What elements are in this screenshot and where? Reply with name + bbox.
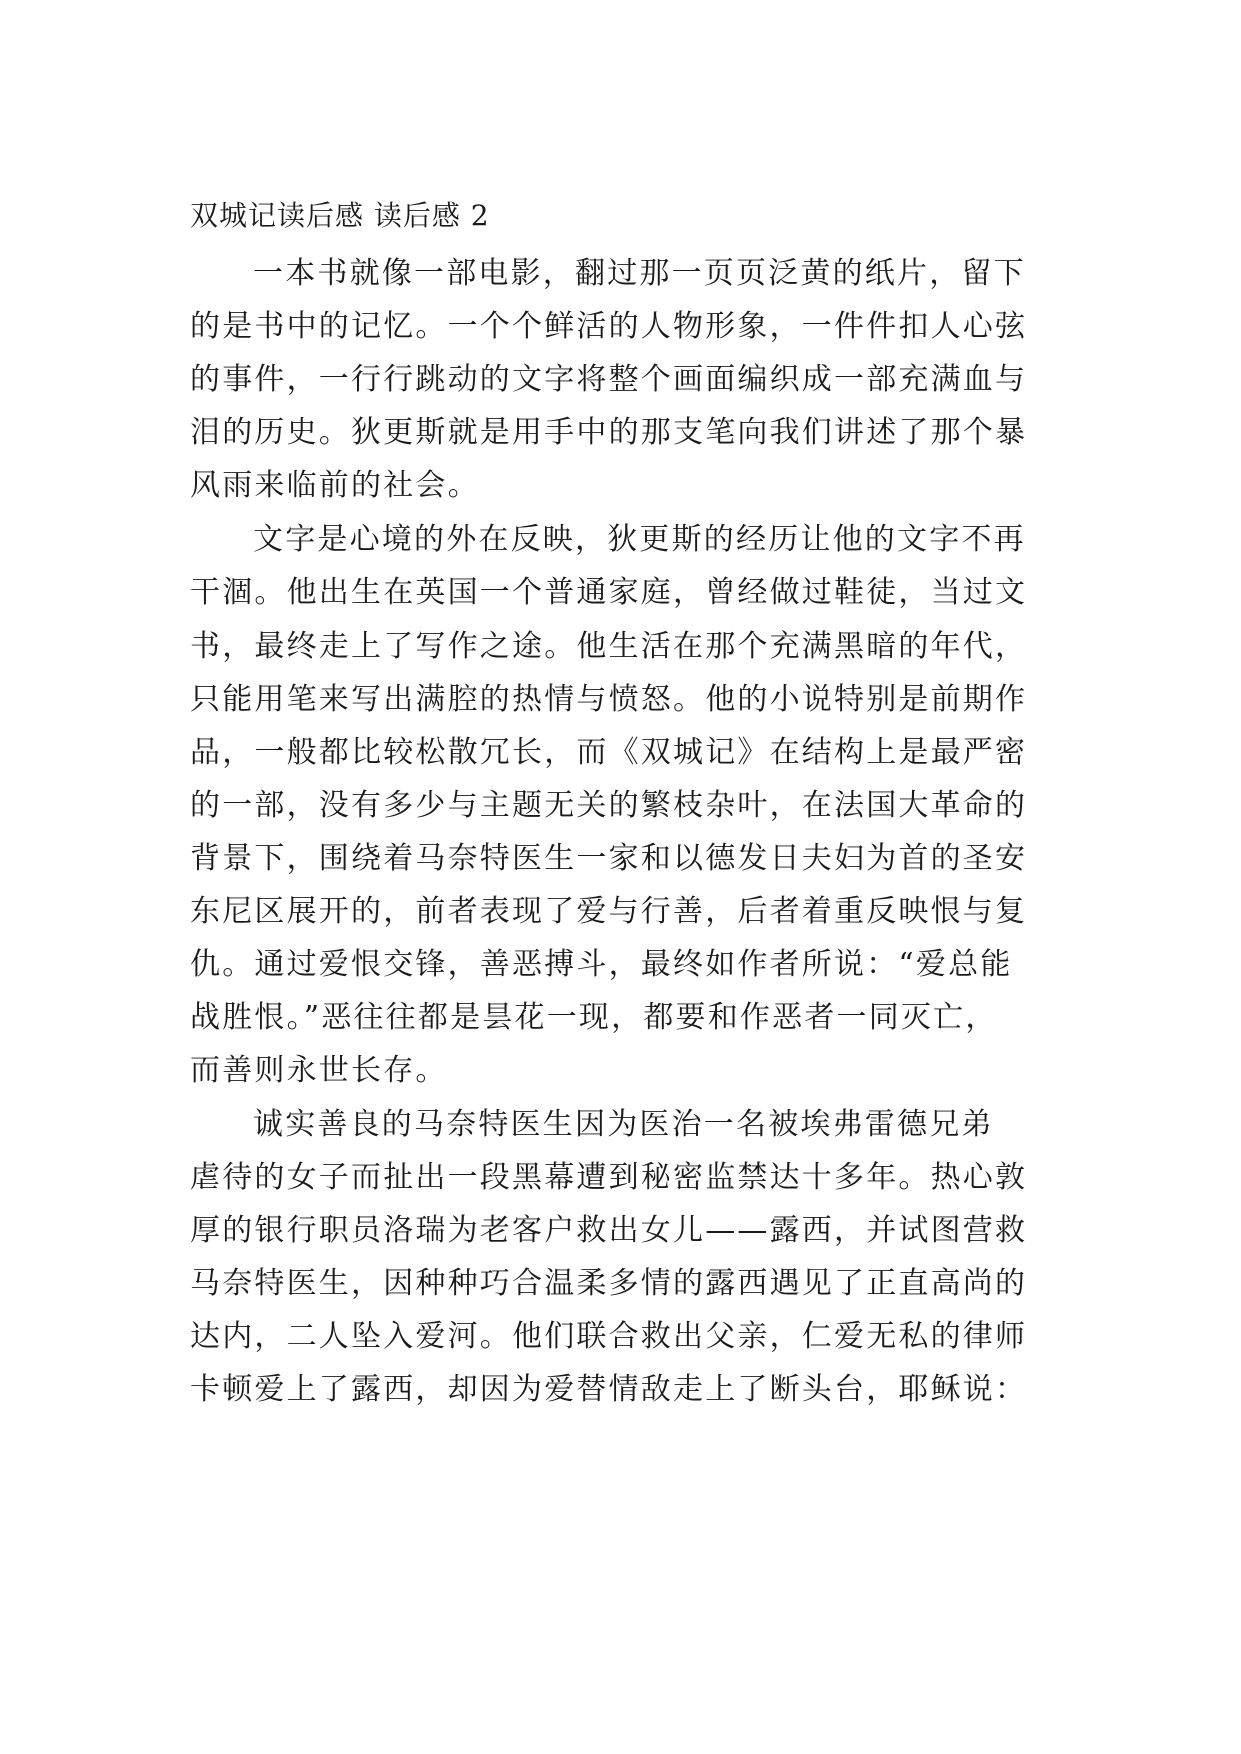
paragraph-3-line-5: 达内，二人坠入爱河。他们联合救出父亲，仁爱无私的律师 — [190, 1319, 1028, 1354]
paragraph-2-line-11: 而善则永世长存。 — [190, 1053, 448, 1088]
paragraph-3-line-4: 马奈特医生，因种种巧合温柔多情的露西遇见了正直高尚的 — [190, 1266, 1028, 1301]
paragraph-1-line-2: 的是书中的记忆。一个个鲜活的人物形象，一件件扣人心弦 — [190, 309, 1028, 344]
paragraph-3-line-3: 厚的银行职员洛瑞为老客户救出女儿——露西，并试图营救 — [190, 1213, 1028, 1248]
paragraph-3-line-1: 诚实善良的马奈特医生因为医治一名被埃弗雷德兄弟 — [253, 1107, 994, 1142]
paragraph-3-line-6: 卡顿爱上了露西，却因为爱替情敌走上了断头台，耶稣说： — [190, 1372, 1028, 1407]
paragraph-1-line-1: 一本书就像一部电影，翻过那一页页泛黄的纸片，留下 — [253, 256, 1026, 291]
paragraph-2-line-8: 东尼区展开的，前者表现了爱与行善，后者着重反映恨与复 — [190, 894, 1028, 929]
document-title: 双城记读后感 读后感 2 — [190, 199, 490, 232]
paragraph-2-line-5: 品，一般都比较松散冗长，而《双城记》在结构上是最严密 — [190, 735, 1028, 770]
paragraph-3-line-2: 虐待的女子而扯出一段黑幕遭到秘密监禁达十多年。热心敦 — [190, 1160, 1028, 1195]
paragraph-2-line-3: 书，最终走上了写作之途。他生活在那个充满黑暗的年代， — [190, 629, 1028, 664]
paragraph-2-line-2: 干涸。他出生在英国一个普通家庭，曾经做过鞋徒，当过文 — [190, 575, 1028, 610]
paragraph-1-line-5: 风雨来临前的社会。 — [190, 468, 480, 503]
paragraph-1-line-3: 的事件，一行行跳动的文字将整个画面编织成一部充满血与 — [190, 362, 1028, 397]
paragraph-2-line-4: 只能用笔来写出满腔的热情与愤怒。他的小说特别是前期作 — [190, 682, 1028, 717]
paragraph-2-line-10: 战胜恨。”恶往往都是昙花一现，都要和作恶者一同灭亡， — [190, 1000, 998, 1035]
paragraph-2-line-6: 的一部，没有多少与主题无关的繁枝杂叶，在法国大革命的 — [190, 788, 1028, 823]
paragraph-2-line-7: 背景下，围绕着马奈特医生一家和以德发日夫妇为首的圣安 — [190, 841, 1028, 876]
paragraph-1-line-4: 泪的历史。狄更斯就是用手中的那支笔向我们讲述了那个暴 — [190, 415, 1028, 450]
paragraph-2-line-9: 仇。通过爱恨交锋，善恶搏斗，最终如作者所说：“爱总能 — [190, 947, 1013, 982]
paragraph-2-line-1: 文字是心境的外在反映，狄更斯的经历让他的文字不再 — [253, 522, 1026, 557]
